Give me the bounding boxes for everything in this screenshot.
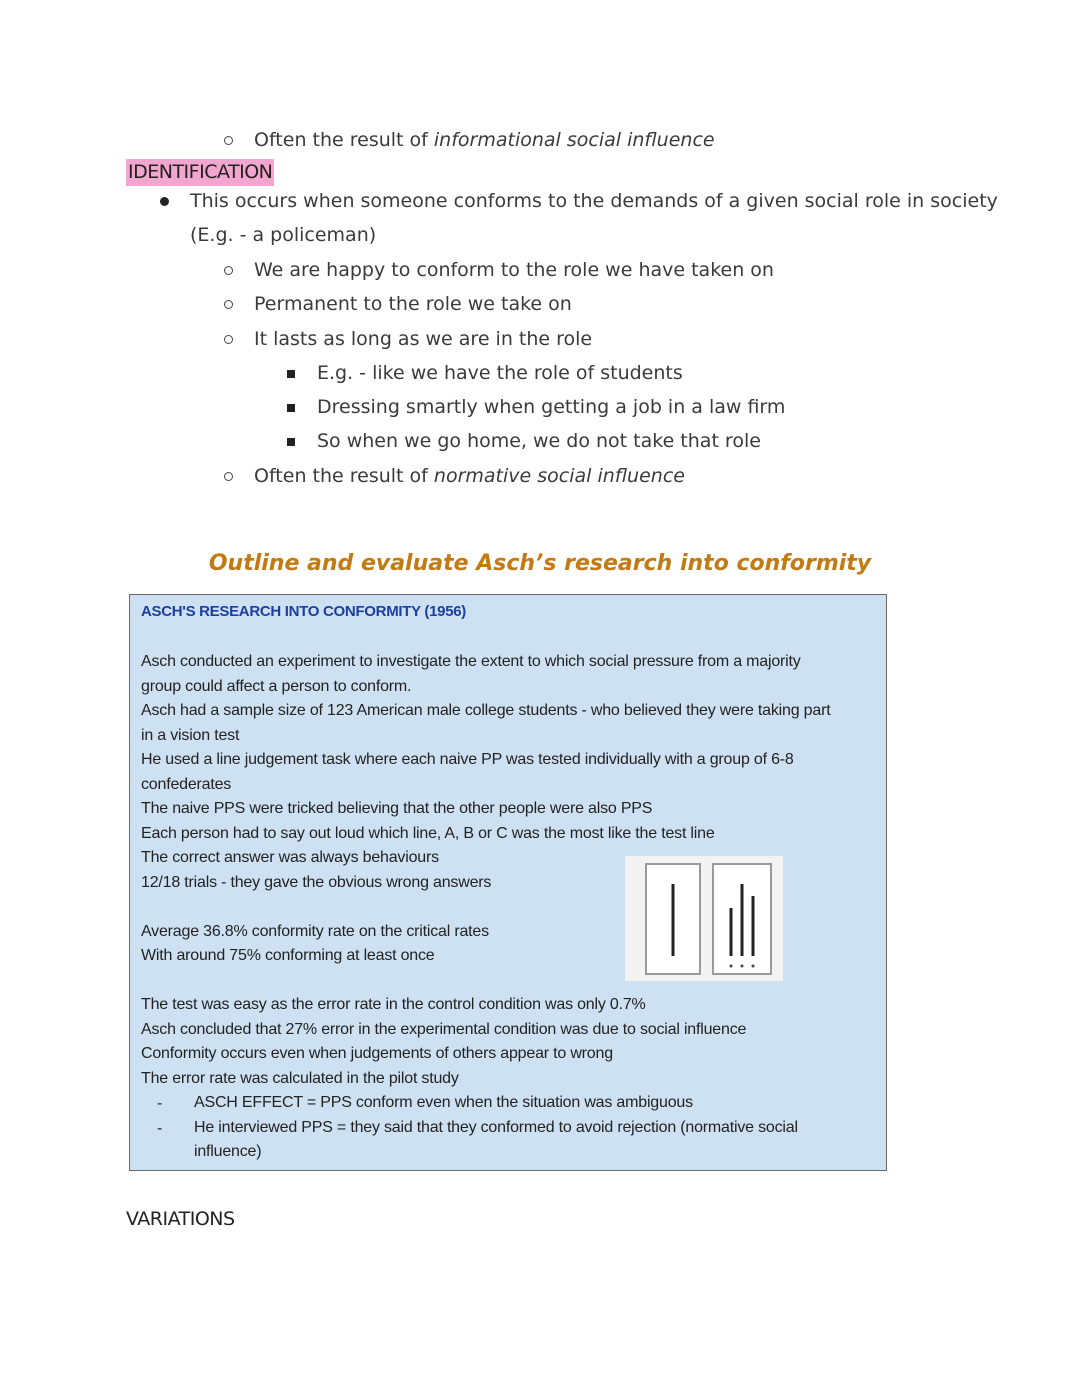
section-heading: IDENTIFICATION bbox=[126, 159, 274, 186]
hollow-bullet-icon bbox=[224, 300, 233, 309]
box-line: The naive PPS were tricked believing that the other people were also PPS bbox=[141, 800, 653, 817]
conclusion-line: The test was easy as the error rate in the control condition was only 0.7% bbox=[141, 996, 646, 1013]
item-text: Often the result of bbox=[254, 465, 434, 487]
asch-research-box bbox=[129, 594, 887, 1171]
list-item: E.g. - like we have the role of students bbox=[317, 362, 683, 384]
box-line: Asch conducted an experiment to investigate the extent to which social pressure from a majority bbox=[141, 653, 801, 670]
box-line: He used a line judgement task where each naive PP was tested individually with a group of 6-8 bbox=[141, 751, 794, 768]
list-item: So when we go home, we do not take that role bbox=[317, 430, 761, 452]
conclusion-line: The error rate was calculated in the pilot study bbox=[141, 1070, 459, 1087]
list-item: It lasts as long as we are in the role bbox=[254, 328, 593, 350]
result-line: Average 36.8% conformity rate on the critical rates bbox=[141, 923, 489, 940]
dash-bullet: - bbox=[157, 1120, 163, 1137]
hollow-bullet-icon bbox=[224, 266, 233, 275]
hollow-bullet-icon bbox=[224, 136, 233, 145]
main-bullet-line1: This occurs when someone conforms to the demands of a given social role in society bbox=[190, 190, 998, 212]
box-line: confederates bbox=[141, 776, 232, 793]
list-item: Dressing smartly when getting a job in a law firm bbox=[317, 396, 786, 418]
box-heading: ASCH'S RESEARCH INTO CONFORMITY (1956) bbox=[141, 603, 466, 620]
box-line: The correct answer was always behaviours bbox=[141, 849, 439, 866]
item-text: Often the result of bbox=[254, 129, 434, 151]
box-line: 12/18 trials - they gave the obvious wrong answers bbox=[141, 874, 492, 891]
result-line: With around 75% conforming at least once bbox=[141, 947, 435, 964]
square-bullet-icon bbox=[287, 438, 295, 446]
item-emphasis: normative social influence bbox=[433, 465, 685, 487]
box-line: Each person had to say out loud which line, A, B or C was the most like the test line bbox=[141, 825, 715, 842]
line-cards-svg bbox=[625, 856, 783, 981]
asch-line-cards-image bbox=[625, 856, 783, 981]
dash-item: He interviewed PPS = they said that they conformed to avoid rejection (normative social bbox=[194, 1119, 798, 1136]
list-item bbox=[254, 463, 685, 489]
item-emphasis: informational social influence bbox=[433, 129, 715, 151]
hollow-bullet-icon bbox=[224, 335, 233, 344]
box-line: in a vision test bbox=[141, 727, 240, 744]
box-line: group could affect a person to conform. bbox=[141, 678, 412, 695]
square-bullet-icon bbox=[287, 404, 295, 412]
list-item: We are happy to conform to the role we have taken on bbox=[254, 259, 774, 281]
footer-heading: VARIATIONS bbox=[126, 1208, 235, 1230]
box-line: Asch had a sample size of 123 American male college students - who believed they were taking part bbox=[141, 702, 831, 719]
dash-bullet: - bbox=[157, 1095, 163, 1112]
list-item: Permanent to the role we take on bbox=[254, 293, 572, 315]
main-bullet-line2: (E.g. - a policeman) bbox=[190, 224, 377, 246]
dash-item: ASCH EFFECT = PPS conform even when the situation was ambiguous bbox=[194, 1094, 693, 1111]
page-title: Outline and evaluate Asch’s research into conformity bbox=[208, 551, 872, 576]
filled-bullet-icon bbox=[160, 197, 169, 206]
conclusion-line: Conformity occurs even when judgements of others appear to wrong bbox=[141, 1045, 613, 1062]
hollow-bullet-icon bbox=[224, 472, 233, 481]
list-item bbox=[254, 127, 715, 153]
dash-item-continued: influence) bbox=[194, 1143, 262, 1160]
square-bullet-icon bbox=[287, 370, 295, 378]
conclusion-line: Asch concluded that 27% error in the experimental condition was due to social influence bbox=[141, 1021, 747, 1038]
